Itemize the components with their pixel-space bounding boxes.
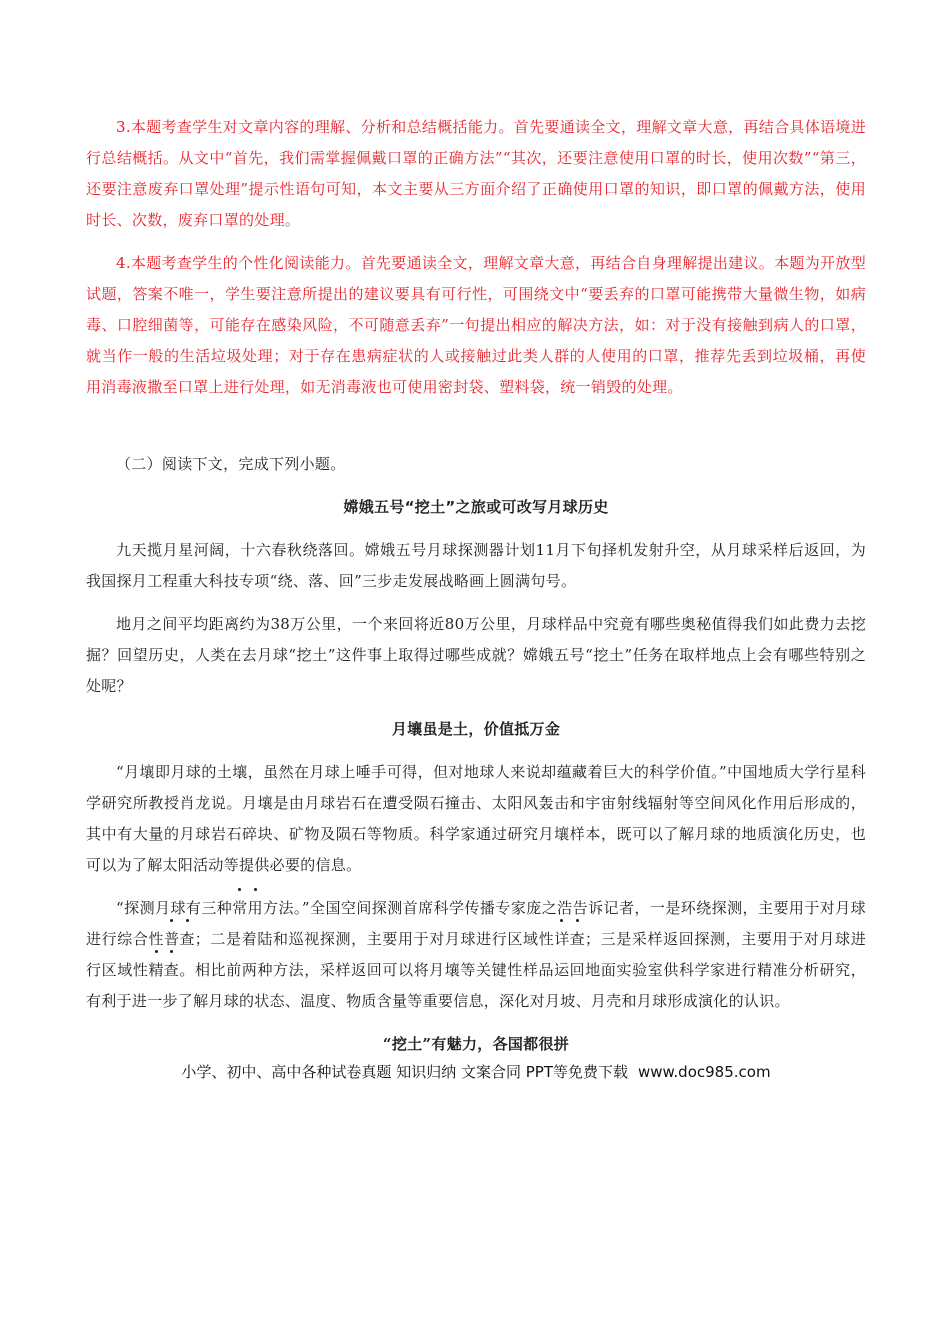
emphasis-char: 普 [164, 924, 179, 955]
paragraph-4-text-c: ；二是着陆和巡视探测，主要用于对月球进行区域性 [194, 930, 555, 948]
emphasis-char: 精 [148, 955, 163, 986]
emphasis-char: 详 [554, 924, 569, 955]
article-subheading-1: 月壤虽是土，价值抵万金 [391, 720, 561, 738]
emphasis-char: 用 [248, 893, 263, 924]
article-subheading-2: “挖土”有魅力，各国都很拼 [382, 1035, 570, 1053]
paragraph-4-text-b: 方法。”全国空间探测首席科学传播专家庞之浩告诉记者，一是环绕探测，主要用于对月球进行综合性 [86, 899, 866, 948]
article-paragraph-1: 九天揽月星河阔，十六春秋绕落回。嫦娥五号月球探测器计划11月下旬择机发射升空，从月球采样后返回，为我国探月工程重大科技专项“绕、落、回”三步走发展战略画上圆满句号。 [86, 541, 866, 590]
footer-url: www.doc985.com [637, 1063, 771, 1081]
emphasis-char: 查 [179, 924, 194, 955]
footer-text: 小学、初中、高中各种试卷真题 知识归纳 文案合同 PPT等免费下载 [181, 1063, 628, 1081]
answer-analysis-3: 3.本题考查学生对文章内容的理解、分析和总结概括能力。首先要通读全文，理解文章大意，再结合具体语境进行总结概括。从文中“首先，我们需掌握佩戴口罩的正确方法”“其次，还要注意使用口罩的时长，使用次数”“第三，还要注意废弃口罩处理”提示性语句可知，本文主要从三方面介绍了正确使用口罩的知识，即口罩的佩戴方法，使用时长、次数，废弃口罩的处理。 [86, 118, 866, 229]
emphasis-char: 查 [570, 924, 585, 955]
paragraph-4-text-a: “探测月球有三种 [116, 899, 233, 917]
answer-analysis-4: 4.本题考查学生的个性化阅读能力。首先要通读全文，理解文章大意，再结合自身理解提出建议。本题为开放型试题，答案不唯一，学生要注意所提出的建议要具有可行性，可围绕文中“要丢弃的口罩可能携带大量微生物，如病毒、口腔细菌等，可能存在感染风险，不可随意丢弃”一句提出相应的解决方法，如：对于没有接触到病人的口罩，就当作一般的生活垃圾处理；对于存在患病症状的人或接触过此类人群的人使用的口罩，推荐先丢到垃圾桶，再使用消毒液撒至口罩上进行处理，如无消毒液也可使用密封袋、塑料袋，统一销毁的处理。 [86, 254, 866, 396]
article-paragraph-4 [86, 893, 866, 1017]
article-paragraph-2: 地月之间平均距离约为38万公里，一个来回将近80万公里，月球样品中究竟有哪些奥秘值得我们如此费力去挖掘？回望历史，人类在去月球“挖土”这件事上取得过哪些成就？嫦娥五号“挖土”任务在取样地点上会有哪些特别之处呢？ [86, 615, 866, 695]
emphasis-char: 常 [232, 893, 247, 924]
paragraph-4-text-d: ；三是采样返回探测，主要用于对月球进行区域性 [86, 930, 866, 979]
paragraph-4-text-f: 。相比前两种方法，采样返回可以将月壤等关键性样品运回地面实验室供科学家进行精准分析研究，有利于进一步了解月球的状态、温度、物质含量等重要信息，深化对月坡、月壳和月球形成演化的认识。 [86, 961, 866, 1010]
article-title: 嫦娥五号“挖土”之旅或可改写月球历史 [343, 498, 609, 516]
emphasis-char: 查 [164, 955, 179, 986]
page-content [86, 112, 866, 1084]
page-footer [86, 1060, 866, 1084]
reading-section-label: （二）阅读下文，完成下列小题。 [116, 455, 346, 473]
article-paragraph-3: “月壤即月球的土壤，虽然在月球上唾手可得，但对地球人来说却蕴藏着巨大的科学价值。”中国地质大学行星科学研究所教授肖龙说。月壤是由月球岩石在遭受陨石撞击、太阳风轰击和宇宙射线辐射等空间风化作用后形成的，其中有大量的月球岩石碎块、矿物及陨石等物质。科学家通过研究月壤样本，既可以了解月球的地质演化历史，也可以为了解太阳活动等提供必要的信息。 [86, 763, 866, 874]
